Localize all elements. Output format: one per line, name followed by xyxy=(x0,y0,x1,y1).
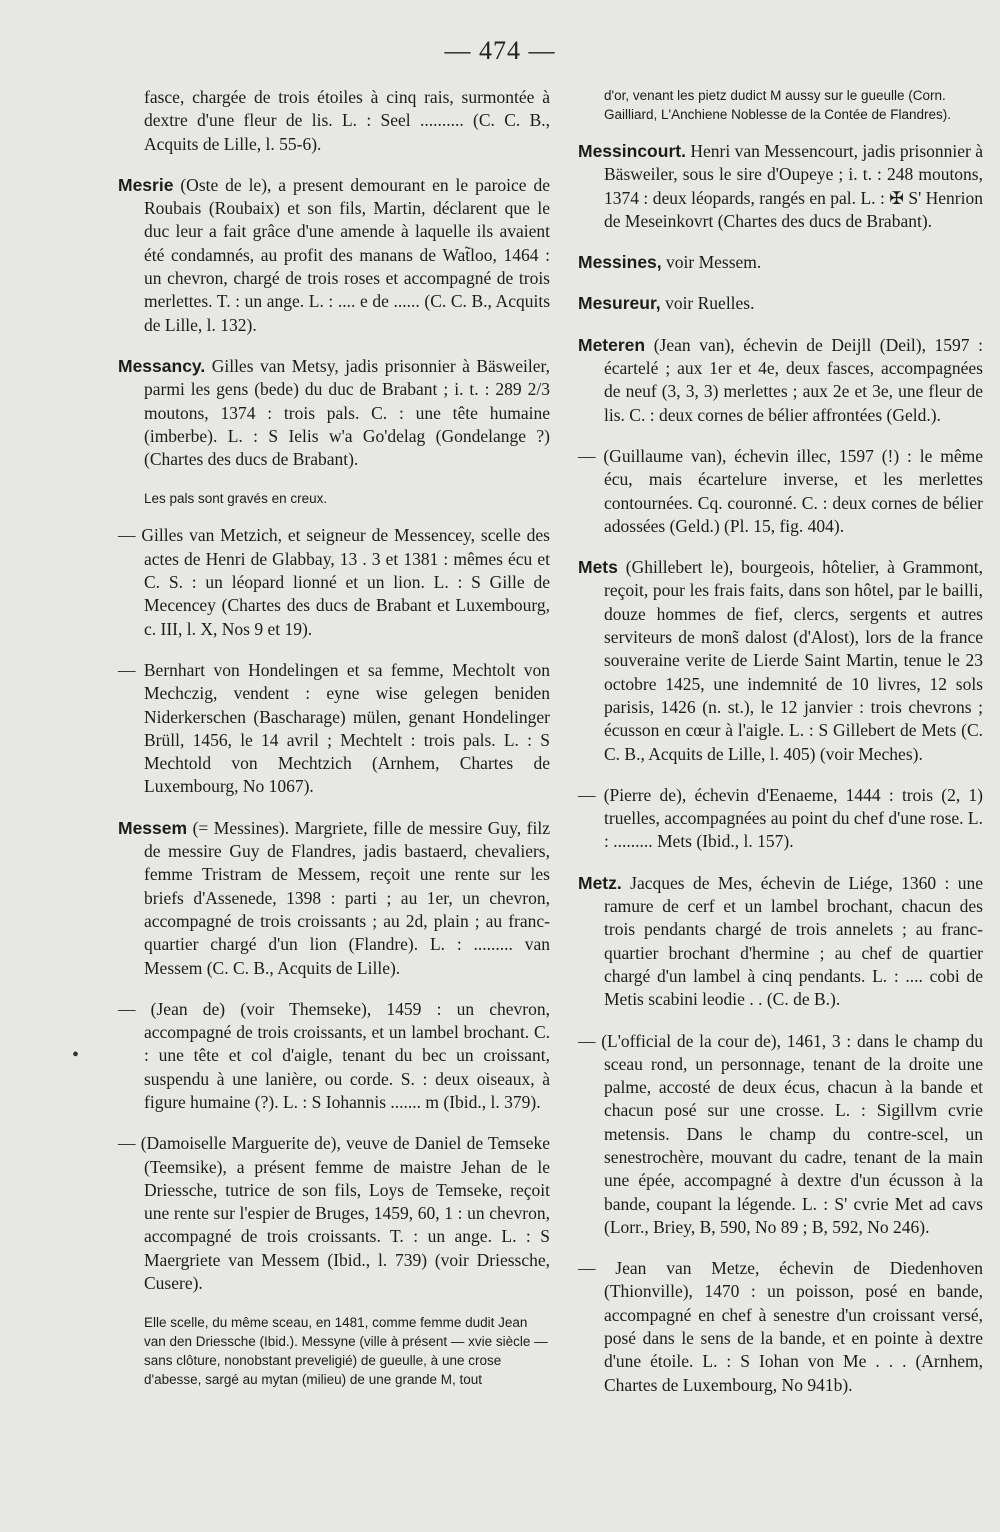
entry-text: Henri van Messencourt, jadis prisonnier à Bäsweiler, sous le sire d'Oupeye ; i. t. : 248 moutons, 1374 : deux léopards, rangés en pal. L. : ✠ S' Henrion de Meseinkovrt (Chartes des ducs de Brabant). xyxy=(604,141,983,231)
entry-text: Gilles van Metsy, jadis prisonnier à Bäsweiler, parmi les gens (bede) du duc de Brabant ; i. t. : 289 2/3 moutons, 1374 : trois pals. C. : une tête humaine (imberbe). L. : S Ielis w'a Go'delag (Gondelange ?) (Chartes des ducs de Brabant). xyxy=(144,355,550,470)
entry-text: (Oste de le), a present demourant en le paroice de Roubais (Roubaix) et son fils, Martin, déclarent que le duc leur a fait grâce d'une amende à laquelle ils avaient été condamnés, au profit des manans de Wat̃loo, 1464 : un chevron, chargé de trois roses et accompagné de trois merlettes. T. : un ange. L. : .... e de ...... (C. C. B., Acquits de Lille, l. 132). xyxy=(144,174,550,335)
entry-text: — Gilles van Metzich, et seigneur de Messencey, scelle des actes de Henri de Glabbay, 13 . 3 et 1381 : mêmes écu et C. S. : un léopard lionné et un lion. L. : S Gille de Mecencey (Chartes des ducs de Brabant et Luxembourg, c. III, l. X, Nos 9 et 19). xyxy=(118,525,550,639)
entry xyxy=(118,174,550,337)
entry-text: voir Messem. xyxy=(661,252,762,273)
continued-paragraph xyxy=(118,86,550,156)
footnote xyxy=(118,1313,550,1389)
entry xyxy=(578,251,983,274)
entry-text: — Jean van Metze, échevin de Diedenhoven (Thionville), 1470 : un poisson, posé en bande, accompagné en chef à senestre d'un croissant versé, posé dans le sens de la bande, et en pointe à dextre d'une étoile. L. : S Iohan von Me . . . (Arnhem, Chartes de Luxembourg, No 941b). xyxy=(578,1258,983,1395)
entry-text: — (Jean de) (voir Themseke), 1459 : un chevron, accompagné de trois croissants, et un lambel brochant. C. : une tête et col d'aigle, tenant du bec un croissant, suspendu à une lanière, ou corde. S. : deux oiseaux, à figure humaine (?). L. : S Iohannis ....... m (Ibid., l. 379). xyxy=(118,998,550,1112)
sub-entry xyxy=(578,784,983,854)
footnote xyxy=(118,489,550,508)
sub-entry xyxy=(578,445,983,538)
entry-text: Jacques de Mes, échevin de Liége, 1360 : une ramure de cerf et un lambel brochant, chacun des trois pendants chargé de trois annelets ; au franc-quartier brochant d'hermine ; au chef de quartier chargé d'un lambel à cinq pendants. L. : .... cobi de Metis scabini leodie . . (C. de B.). xyxy=(604,872,983,1010)
page-number: — 474 — xyxy=(444,36,556,65)
entry-heading: Mesureur, xyxy=(578,293,661,314)
entry-text: fasce, chargée de trois étoiles à cinq rais, surmontée à dextre d'une fleur de lis. L. : Seel .......... (C. C. B., Acquits de Lille, l. 55-6). xyxy=(144,87,550,154)
left-column xyxy=(118,86,550,1405)
entry xyxy=(578,556,983,766)
entry xyxy=(578,292,983,315)
entry-heading: Mesrie xyxy=(118,174,174,195)
entry-text: — (Guillaume van), échevin illec, 1597 (!) : le même écu, mais écartelure inverse, et les merlettes contournées. Cq. couronné. C. : deux cornes de bélier adossées (Geld.) (Pl. 15, fig. 404). xyxy=(578,445,983,536)
entry-text: (Ghillebert le), bourgeois, hôtelier, à Grammont, reçoit, pour les frais faits, dans son hôtel, par le bailli, douze hommes de fief, clercs, sergents et autres serviteurs de mons̃ dalost (d'Alost), lors de la france souveraine verite de Lierde Saint Martin, tenue le 23 octobre 1425, une indemnité de 10 livres, 12 sols parisis, 1426 (n. st.), le 12 janvier : trois chevrons ; écusson en cœur à l'aigle. L. : S Gillebert de Mets (C. C. B., Acquits de Lille, l. 405) (voir Meches). xyxy=(604,557,983,764)
entry-text: — (Damoiselle Marguerite de), veuve de Daniel de Temseke (Teemsike), a présent femme de maistre Jehan de le Driessche, tutrice de son fils, Loys de Temseke, reçoit une rente sur l'espier de Bruges, 1459, 60, 1 : un chevron, accompagné de trois croissants. T. : un ange. L. : S Maergriete van Messem (Ibid., l. 739) (voir Driessche, Cusere). xyxy=(118,1133,550,1294)
right-column xyxy=(578,86,983,1415)
entry-text: — (L'official de la cour de), 1461, 3 : dans le champ du sceau rond, un personnage, tenant de la droite une palme, accosté de deux écus, chacun à la bande et chacun posé sur une crosse. L. : Sigillvm cvrie metensis. Dans le champ du contre-scel, un senestrochère, mouvant du cadre, tenant de la main une épée, accompagné à dextre d'un écusson à la bande, coupant la légende. L. : S' cvrie Met ad cavs (Lorr., Briey, B, 590, No 89 ; B, 592, No 246). xyxy=(578,1030,983,1237)
sub-entry xyxy=(118,524,550,640)
entry-text: — Bernhart von Hondelingen et sa femme, Mechtolt von Mechczig, vendent : eyne wise gelegen beniden Niderkerschen (Bascharage) mülen, genant Hondelinger Brüll, 1456, le 14 avril ; Mechtelt : trois pals. L. : S Mechtold von Mechtzich (Arnhem, Chartes de Luxembourg, No 1067). xyxy=(118,659,550,797)
entry xyxy=(578,140,983,233)
entry-heading: Mets xyxy=(578,557,618,578)
footnote xyxy=(578,86,983,124)
sub-entry xyxy=(118,998,550,1114)
entry xyxy=(118,817,550,980)
margin-mark: • xyxy=(72,1044,80,1066)
entry-heading: Messancy. xyxy=(118,355,206,376)
entry-text: — (Pierre de), échevin d'Eenaeme, 1444 : trois (2, 1) truelles, accompagnées au point du chef d'une rose. L. : ......... Mets (Ibid., l. 157). xyxy=(578,784,983,852)
entry-text: d'or, venant les pietz dudict M aussy sur le gueulle (Corn. Gailliard, L'Anchiene Noblesse de la Contée de Flandres). xyxy=(604,88,952,122)
entry-text: Elle scelle, du même sceau, en 1481, comme femme dudit Jean van den Driessche (Ibid.). Messyne (ville à présent — xvie siècle — sans clôture, nonobstant preveligié) de gueulle, à une crose d'abesse, sargé au mytan (milieu) de une grande M, tout xyxy=(144,1315,548,1388)
sub-entry xyxy=(578,1257,983,1397)
entry xyxy=(118,355,550,471)
entry-text: Les pals sont gravés en creux. xyxy=(144,491,328,507)
entry-heading: Messincourt. xyxy=(578,141,686,161)
entry-text: voir Ruelles. xyxy=(660,293,755,314)
entry-heading: Meteren xyxy=(578,334,646,355)
entry-text: (Jean van), échevin de Deijll (Deil), 1597 : écartelé ; aux 1er et 4e, deux fasces, accompagnées de neuf (3, 3, 3) merlettes ; aux 2e et 3e, une fleur de lis. C. : deux cornes de bélier affrontées (Geld.). xyxy=(604,334,983,425)
sub-entry xyxy=(578,1030,983,1240)
entry-heading: Metz. xyxy=(578,872,622,893)
entry xyxy=(578,334,983,427)
sub-entry xyxy=(118,1132,550,1295)
entry-heading: Messines, xyxy=(578,252,662,273)
sub-entry xyxy=(118,659,550,799)
entry-heading: Messem xyxy=(118,817,188,838)
entry xyxy=(578,872,983,1012)
entry-text: (= Messines). Margriete, fille de messire Guy, filz de messire Guy de Flandres, jadis bastaerd, chevaliers, femme Tristram de Messem, reçoit une rente sur les briefs d'Assenede, 1398 : parti ; au 1er, un chevron, accompagné de trois croissants ; au 2d, plain ; au franc-quartier chargé d'un lion (Flandre). L. : ......... van Messem (C. C. B., Acquits de Lille). xyxy=(144,817,550,978)
